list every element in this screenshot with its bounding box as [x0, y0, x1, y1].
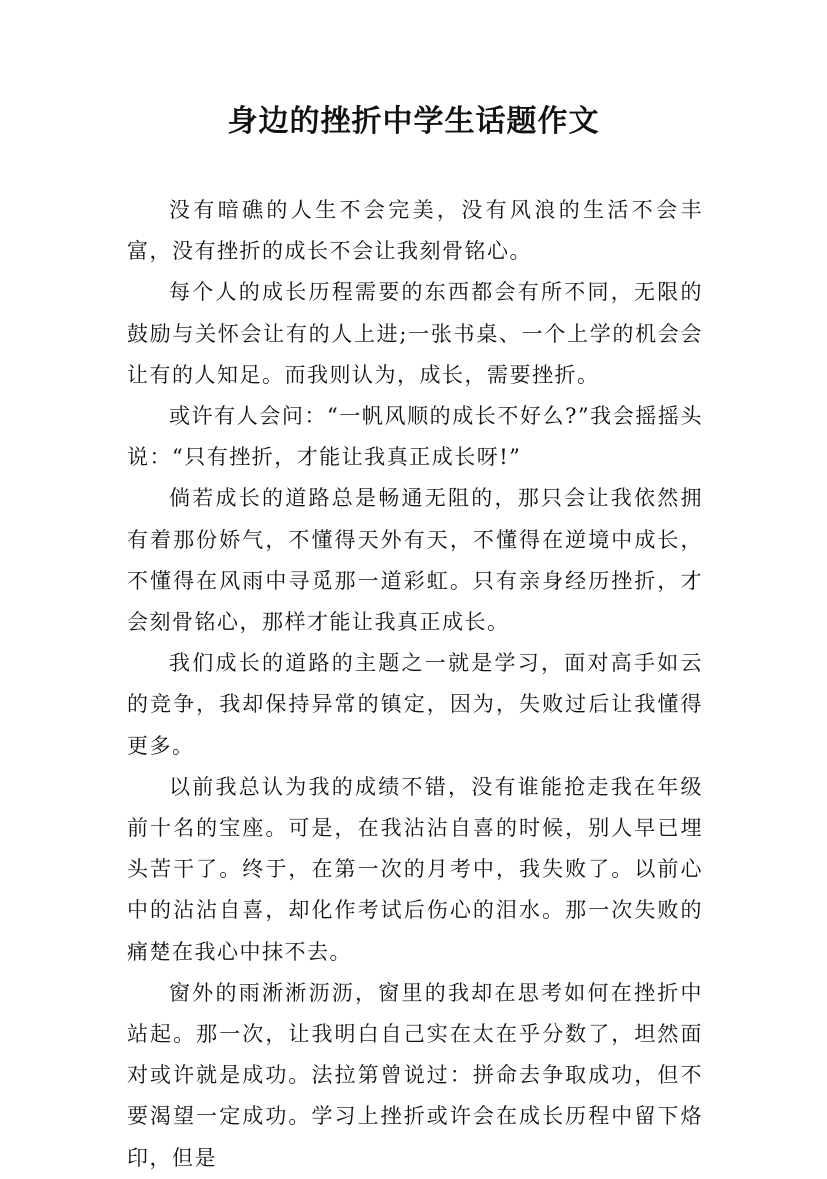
paragraph: 窗外的雨淅淅沥沥，窗里的我却在思考如何在挫折中站起。那一次，让我明白自己实在太在乎分数了，坦然面对或许就是成功。法拉第曾说过：拼命去争取成功，但不要渴望一定成功。学习上挫折或许会在成长历程中留下烙印，但是	[127, 980, 703, 1170]
document-title: 身边的挫折中学生话题作文	[227, 104, 600, 139]
paragraph: 每个人的成长历程需要的东西都会有所不同，无限的鼓励与关怀会让有的人上进;一张书桌、一个上学的机会会让有的人知足。而我则认为，成长，需要挫折。	[127, 280, 703, 387]
document-body	[127, 190, 703, 1179]
paragraph: 以前我总认为我的成绩不错，没有谁能抢走我在年级前十名的宝座。可是，在我沾沾自喜的时候，别人早已埋头苦干了。终于，在第一次的月考中，我失败了。以前心中的沾沾自喜，却化作考试后伤心的泪水。那一次失败的痛楚在我心中抹不去。	[127, 774, 703, 964]
paragraph: 我们成长的道路的主题之一就是学习，面对高手如云的竞争，我却保持异常的镇定，因为，失败过后让我懂得更多。	[127, 651, 703, 758]
paragraph: 没有暗礁的人生不会完美，没有风浪的生活不会丰富，没有挫折的成长不会让我刻骨铭心。	[127, 198, 703, 264]
paragraph: 或许有人会问：“一帆风顺的成长不好么?”我会摇摇头说：“只有挫折，才能让我真正成长呀!”	[127, 404, 703, 470]
paragraph: 倘若成长的道路总是畅通无阻的，那只会让我依然拥有着那份娇气，不懂得天外有天，不懂得在逆境中成长，不懂得在风雨中寻觅那一道彩虹。只有亲身经历挫折，才会刻骨铭心，那样才能让我真正成长。	[127, 486, 703, 635]
